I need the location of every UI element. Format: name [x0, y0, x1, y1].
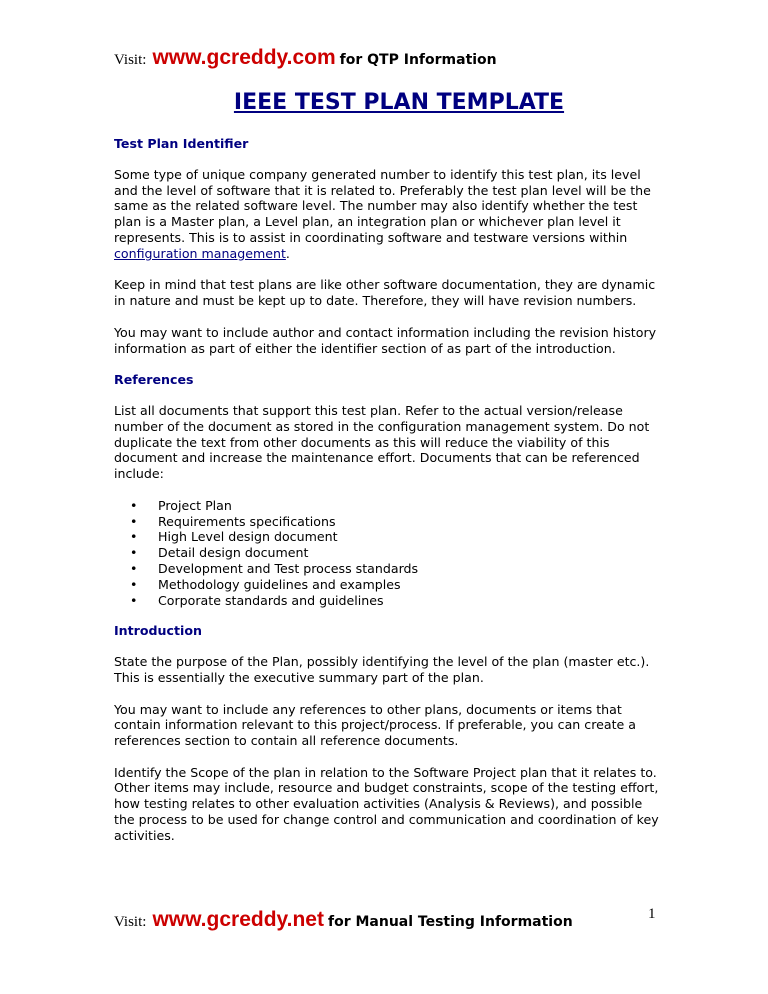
introduction-paragraph-2: You may want to include any references to other plans, documents or items that contain information relevant to this project/process. If preferable, you can create a references section to contain all reference documents.: [114, 701, 636, 749]
introduction-paragraph-3: Identify the Scope of the plan in relation to the Software Project plan that it relates to. Other items may include, resource and budget constraints, scope of the testing effort, how testing relates to other evaluation activities (Analysis & Reviews), and possible the process to be used for change control and communication and coordination of key activities.: [114, 764, 659, 843]
list-item: [114, 529, 659, 545]
bullet-icon: •: [130, 560, 138, 576]
page-footer: [114, 908, 573, 932]
list-item: [114, 498, 659, 514]
list-item-text: Requirements specifications: [158, 513, 336, 529]
heading-introduction: Introduction: [114, 623, 202, 639]
header-tail-text: for QTP Information: [339, 52, 497, 68]
document-title: [0, 90, 768, 115]
list-item: [114, 545, 659, 561]
list-item-text: Project Plan: [158, 497, 232, 513]
identifier-paragraph-1-end: .: [285, 245, 290, 261]
identifier-paragraph-3: You may want to include author and contact information including the revision history information as part of either the identifier section of as part of the introduction.: [114, 324, 657, 356]
references-list: [114, 498, 659, 609]
bullet-icon: •: [130, 513, 138, 529]
header-visit-label: Visit:: [114, 52, 147, 68]
list-item: [114, 514, 659, 530]
introduction-paragraph-1: State the purpose of the Plan, possibly identifying the level of the plan (master etc.). This is essentially the executive summary part of the plan.: [114, 654, 650, 685]
footer-visit-label: Visit:: [114, 914, 147, 930]
bullet-icon: •: [130, 592, 138, 608]
footer-site-link[interactable]: www.gcreddy.net: [152, 908, 324, 931]
footer-tail-text: for Manual Testing Information: [327, 914, 573, 930]
page-header: [114, 46, 497, 70]
list-item: [114, 577, 659, 593]
heading-test-plan-identifier: Test Plan Identifier: [114, 136, 249, 151]
document-body: [114, 136, 659, 859]
bullet-icon: •: [130, 529, 138, 545]
bullet-icon: •: [130, 576, 138, 592]
bullet-icon: •: [130, 545, 138, 561]
identifier-paragraph-1-text: Some type of unique company generated number to identify this test plan, its level and the level of software that it is related to. Preferably the test plan level will be the same as the related software level. The number may also identify whether the test plan is a Master plan, a Level plan, an integration plan or whichever plan level it represents. This is to assist in coordinating software and testware versions within: [114, 166, 651, 245]
page-number: 1: [648, 906, 656, 922]
list-item: [114, 593, 659, 609]
identifier-paragraph-1: [114, 167, 659, 262]
list-item: [114, 561, 659, 577]
list-item-text: High Level design document: [158, 529, 338, 545]
configuration-management-link[interactable]: configuration management: [114, 245, 286, 261]
list-item-text: Corporate standards and guidelines: [158, 592, 384, 608]
list-item-text: Development and Test process standards: [158, 560, 419, 576]
header-site-link[interactable]: www.gcreddy.com: [152, 46, 336, 69]
list-item-text: Detail design document: [158, 545, 309, 561]
references-paragraph-1: List all documents that support this test plan. Refer to the actual version/release number of the document as stored in the configuration management system. Do not duplicate the text from other documents as this will reduce the viability of this document and increase the maintenance effort. Documents that can be referenced include:: [114, 402, 650, 482]
list-item-text: Methodology guidelines and examples: [158, 576, 401, 592]
bullet-icon: •: [130, 497, 138, 513]
heading-references: References: [114, 372, 194, 388]
document-title-text: IEEE TEST PLAN TEMPLATE: [233, 90, 565, 115]
identifier-paragraph-2: Keep in mind that test plans are like other software documentation, they are dynamic in nature and must be kept up to date. Therefore, they will have revision numbers.: [114, 277, 656, 309]
